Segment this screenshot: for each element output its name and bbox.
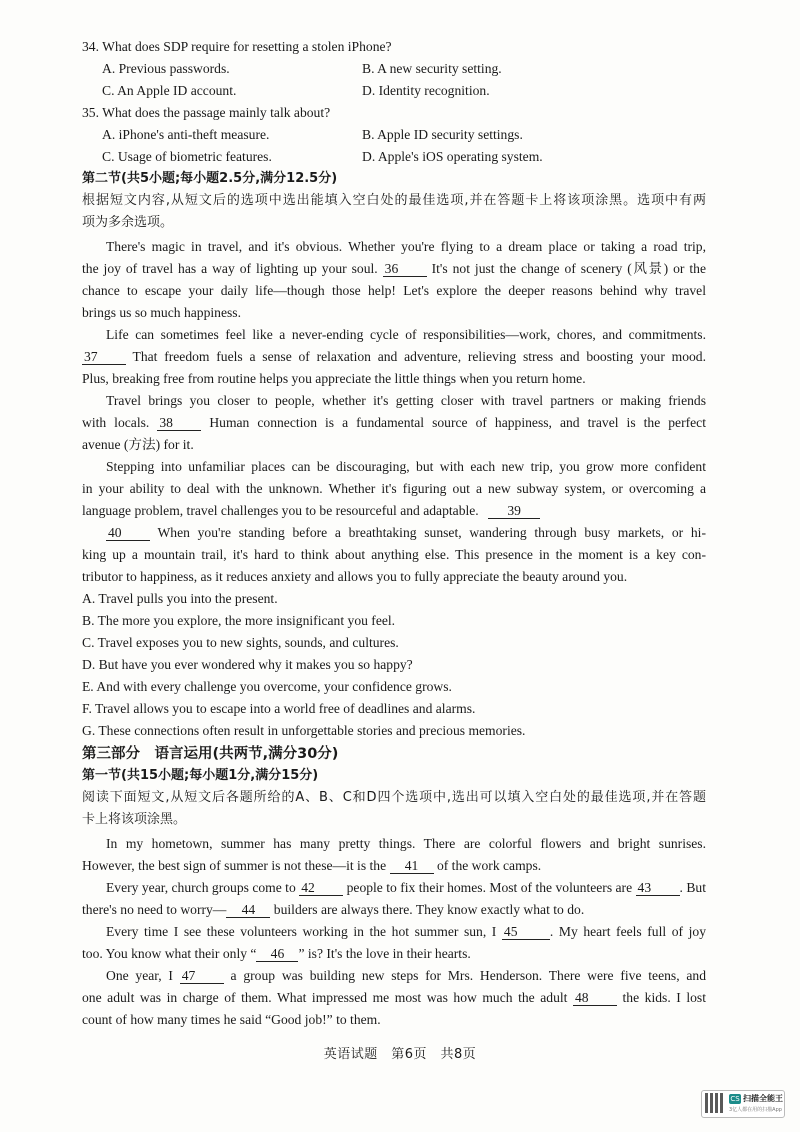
cloze-p3-line1: [106, 923, 706, 941]
passage-p1-line2: [82, 260, 706, 278]
blank-44: 44: [226, 902, 270, 918]
cloze-p4-line2: [82, 989, 706, 1007]
blank-41: 41: [390, 858, 434, 874]
cloze-p1-line2: [82, 857, 541, 875]
q35-option-a: A. iPhone's anti-theft measure.: [102, 127, 270, 142]
blank-48: 48: [573, 990, 617, 1006]
blank-36: 36: [383, 261, 427, 277]
cloze-p2-line2: [82, 901, 584, 919]
blank-45: 45: [502, 924, 550, 940]
cloze-p3-line2: [82, 945, 471, 963]
option-a: A. Travel pulls you into the present.: [82, 591, 278, 606]
q35-option-d: D. Apple's iOS operating system.: [362, 149, 543, 164]
scanner-watermark: [701, 1090, 785, 1118]
blank-46: 46: [256, 946, 298, 962]
text-segment: It's not just the change of scenery (风景) or the: [431, 261, 706, 276]
blank-38: 38: [157, 415, 201, 431]
part3-heading: 第三部分 语言运用(共两节,满分30分): [82, 746, 339, 762]
text-segment: one adult was in charge of them. What impressed me most was how much the adult: [82, 990, 568, 1005]
page-footer: 英语试题 第6页 共8页: [323, 1047, 477, 1062]
section2-instructions-line2: 项为多余选项。: [82, 215, 174, 230]
section2-heading: 第二节(共5小题;每小题2.5分,满分12.5分): [82, 171, 338, 186]
q35-option-c: C. Usage of biometric features.: [102, 149, 272, 164]
option-d: D. But have you ever wondered why it makes you so happy?: [82, 657, 413, 672]
option-f: F. Travel allows you to escape into a world free of deadlines and alarms.: [82, 701, 476, 716]
text-segment: However, the best sign of summer is not these—it is the: [82, 858, 387, 873]
q34-option-d: D. Identity recognition.: [362, 83, 490, 98]
passage-p1-line3: chance to escape your daily life—though those help! Let's explore the deeper reasons behind why travel: [82, 283, 706, 298]
blank-42: 42: [299, 880, 343, 896]
text-segment: language problem, travel challenges you to be resourceful and adaptable.: [82, 503, 479, 518]
text-segment: people to fix their homes. Most of the volunteers are: [346, 880, 633, 895]
cloze-p2-line1: [106, 879, 706, 897]
text-segment: . My heart feels full of joy: [549, 924, 706, 939]
part3-instructions-line2: 卡上将该项涂黑。: [82, 812, 187, 827]
scanner-tagline: 3亿人都在用的扫描App: [729, 1107, 782, 1113]
text-segment: One year, I: [106, 968, 173, 983]
blank-40: 40: [106, 525, 150, 541]
blank-43: 43: [636, 880, 680, 896]
text-segment: a group was building new steps for Mrs. Henderson. There were five teens, and: [230, 968, 707, 983]
passage-p3-line3: avenue (方法) for it.: [82, 437, 194, 452]
q34-option-a: A. Previous passwords.: [102, 61, 230, 76]
option-c: C. Travel exposes you to new sights, sounds, and cultures.: [82, 635, 399, 650]
option-g: G. These connections often result in unforgettable stories and precious memories.: [82, 723, 526, 738]
text-segment: ” is? It's the love in their hearts.: [298, 946, 471, 961]
text-segment: Human connection is a fundamental source of happiness, and travel is the perfect: [209, 415, 706, 430]
text-segment: Every time I see these volunteers working in the hot summer sun, I: [106, 924, 497, 939]
passage-p5-line3: tributor to happiness, as it reduces anxiety and allows you to fully appreciate the beauty around you.: [82, 569, 628, 584]
option-e: E. And with every challenge you overcome, your confidence grows.: [82, 679, 452, 694]
text-segment: That freedom fuels a sense of relaxation and adventure, relieving stress and boosting your mood.: [132, 349, 706, 364]
blank-37: 37: [82, 349, 126, 365]
passage-p2-line3: Plus, breaking free from routine helps you appreciate the little things when you return home.: [82, 371, 586, 386]
passage-p5-line1: [106, 524, 706, 542]
text-segment: . But: [679, 880, 706, 895]
question-35-stem: 35. What does the passage mainly talk about?: [82, 105, 331, 120]
cloze-p4-line3: count of how many times he said “Good job!” to them.: [82, 1012, 381, 1027]
text-segment: the joy of travel has a way of lighting up your soul.: [82, 261, 378, 276]
q34-option-b: B. A new security setting.: [362, 61, 502, 76]
passage-p1-line4: brings us so much happiness.: [82, 305, 241, 320]
part3-instructions-line1: 阅读下面短文,从短文后各题所给的A、B、C和D四个选项中,选出可以填入空白处的最佳选项,并在答题: [82, 790, 706, 805]
passage-p2-line1: Life can sometimes feel like a never-ending cycle of responsibilities—work, chores, and commitments.: [106, 327, 706, 342]
text-segment: builders are always there. They know exactly what to do.: [273, 902, 585, 917]
question-34-stem: 34. What does SDP require for resetting a stolen iPhone?: [82, 39, 392, 54]
text-segment: there's no need to worry—: [82, 902, 227, 917]
passage-p3-line2: [82, 414, 706, 432]
text-segment: of the work camps.: [436, 858, 542, 873]
passage-p5-line2: king up a mountain trail, it's hard to think about anything else. This presence in the moment is a key con-: [82, 547, 706, 562]
part3-section1-heading: 第一节(共15小题;每小题1分,满分15分): [82, 768, 319, 783]
passage-p4-line3: [82, 502, 540, 520]
text-segment: When you're standing before a breathtaking sunset, wandering through busy markets, or hi-: [157, 525, 706, 540]
passage-p3-line1: Travel brings you closer to people, whether it's getting closer with travel partners or making friends: [106, 393, 706, 408]
passage-p1-line1: There's magic in travel, and it's obvious. Whether you're flying to a dream place or taking a road trip,: [106, 239, 706, 254]
passage-p4-line2: in your ability to deal with the unknown. Whether it's figuring out a new subway system, or overcoming a: [82, 481, 706, 496]
blank-39: 39: [488, 503, 540, 519]
text-segment: too. You know what their only “: [82, 946, 257, 961]
qr-code-icon: [705, 1093, 725, 1113]
option-b: B. The more you explore, the more insignificant you feel.: [82, 613, 396, 628]
cloze-p1-line1: In my hometown, summer has many pretty things. There are colorful flowers and bright sunrises.: [106, 836, 706, 851]
cloze-p4-line1: [106, 967, 706, 985]
scanner-app-name: 扫描全能王: [743, 1094, 783, 1103]
q35-option-b: B. Apple ID security settings.: [362, 127, 523, 142]
section2-instructions-line1: 根据短文内容,从短文后的选项中选出能填入空白处的最佳选项,并在答题卡上将该项涂黑。选项中有两: [82, 193, 706, 208]
text-segment: the kids. I lost: [622, 990, 706, 1005]
blank-47: 47: [180, 968, 224, 984]
passage-p4-line1: Stepping into unfamiliar places can be discouraging, but with each new trip, you grow more confident: [106, 459, 706, 474]
scanner-logo-icon: CS: [730, 1095, 740, 1103]
passage-p2-line2: [82, 348, 706, 366]
text-segment: Every year, church groups come to: [106, 880, 296, 895]
q34-option-c: C. An Apple ID account.: [102, 83, 237, 98]
text-segment: with locals.: [82, 415, 150, 430]
